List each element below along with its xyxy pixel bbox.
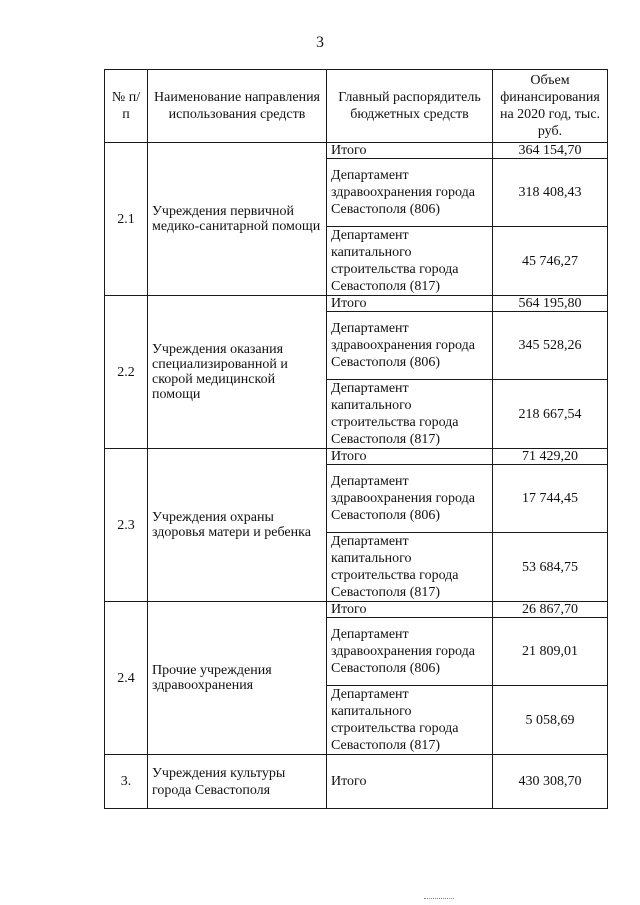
table-row: [105, 602, 608, 618]
recipient-name: Департамент здравоохранения города Севастополя (806): [327, 312, 493, 380]
direction-name: Учреждения первичной медико-санитарной помощи: [148, 143, 327, 296]
amount-total: 71 429,20: [493, 449, 608, 465]
recipient-total: Итого: [327, 755, 493, 809]
header-num: № п/п: [105, 70, 148, 143]
amount-value: 45 746,27: [493, 227, 608, 296]
table-row: [105, 755, 608, 809]
header-amount: Объем финансирования на 2020 год, тыс. руб.: [493, 70, 608, 143]
recipient-name: Департамент капитального строительства города Севастополя (817): [327, 227, 493, 296]
recipient-name: Департамент здравоохранения города Севастополя (806): [327, 465, 493, 533]
recipient-name: Департамент здравоохранения города Севастополя (806): [327, 618, 493, 686]
page-number: 3: [316, 34, 324, 51]
amount-value: 5 058,69: [493, 686, 608, 755]
amount-total: 564 195,80: [493, 296, 608, 312]
row-number: 3.: [105, 755, 148, 809]
amount-value: 21 809,01: [493, 618, 608, 686]
recipient-total: Итого: [327, 143, 493, 159]
recipient-total: Итого: [327, 449, 493, 465]
direction-name: Учреждения культуры города Севастополя: [148, 755, 327, 809]
amount-value: 17 744,45: [493, 465, 608, 533]
row-number: 2.3: [105, 449, 148, 602]
table-header-row: [105, 70, 608, 143]
amount-total: 364 154,70: [493, 143, 608, 159]
scan-artifact: [424, 898, 454, 901]
funding-table: [104, 69, 608, 809]
table-row: [105, 449, 608, 465]
amount-value: 218 667,54: [493, 380, 608, 449]
amount-total: 26 867,70: [493, 602, 608, 618]
recipient-total: Итого: [327, 296, 493, 312]
table-row: [105, 296, 608, 312]
header-direction: Наименование направления использования средств: [148, 70, 327, 143]
amount-total: 430 308,70: [493, 755, 608, 809]
row-number: 2.2: [105, 296, 148, 449]
header-recipient: Главный распорядитель бюджетных средств: [327, 70, 493, 143]
recipient-name: Департамент капитального строительства города Севастополя (817): [327, 686, 493, 755]
direction-name: Учреждения оказания специализированной и скорой медицинской помощи: [148, 296, 327, 449]
direction-name: Прочие учреждения здравоохранения: [148, 602, 327, 755]
row-number: 2.4: [105, 602, 148, 755]
amount-value: 345 528,26: [493, 312, 608, 380]
recipient-name: Департамент капитального строительства города Севастополя (817): [327, 380, 493, 449]
amount-value: 53 684,75: [493, 533, 608, 602]
recipient-name: Департамент здравоохранения города Севастополя (806): [327, 159, 493, 227]
recipient-total: Итого: [327, 602, 493, 618]
amount-value: 318 408,43: [493, 159, 608, 227]
row-number: 2.1: [105, 143, 148, 296]
table-row: [105, 143, 608, 159]
direction-name: Учреждения охраны здоровья матери и ребенка: [148, 449, 327, 602]
recipient-name: Департамент капитального строительства города Севастополя (817): [327, 533, 493, 602]
